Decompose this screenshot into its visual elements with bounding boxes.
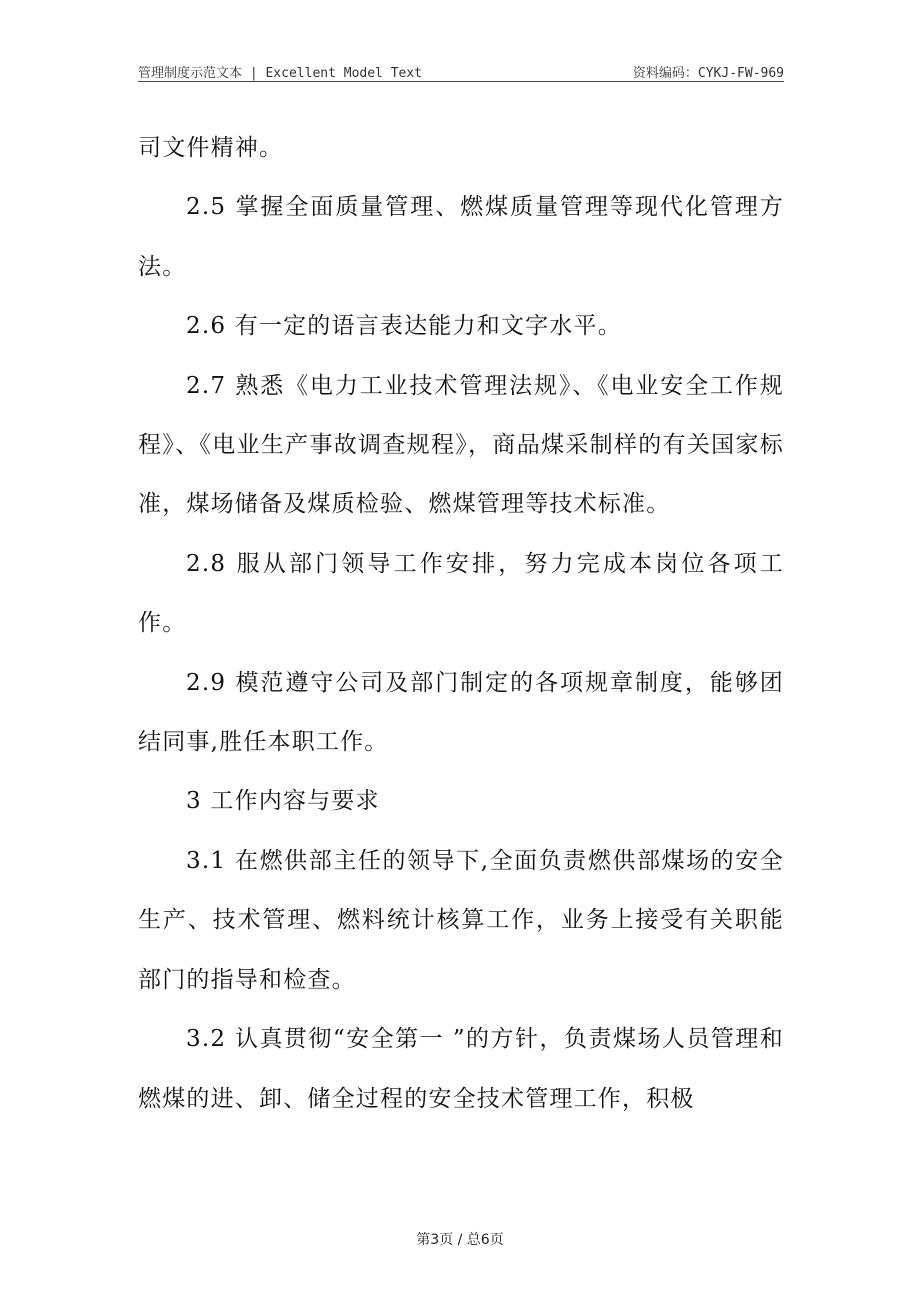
paragraph-2-8: 2.8 服从部门领导工作安排，努力完成本岗位各项工作。 [138,550,784,637]
document-body [138,119,784,1129]
paragraph-3-2: 3.2 认真贯彻“安全第一 ”的方针，负责煤场人员管理和燃煤的进、卸、储全过程的安全技术管理工作，积极 [138,1026,784,1112]
paragraph-2-6: 2.6 有一定的语言表达能力和文字水平。 [186,313,622,340]
paragraph-2-5: 2.5 掌握全面质量管理、燃煤质量管理等现代化管理方法。 [138,194,784,280]
paragraph-continuation: 司文件精神。 [138,135,284,161]
header-divider [138,81,784,82]
paragraph-3-1: 3.1 在燃供部主任的领导下,全面负责燃供部煤场的安全生产、技术管理、燃料统计核算工作，业务上接受有关职能部门的指导和检查。 [138,847,784,993]
document-code: 资料编码：CYKJ-FW-969 [632,66,784,81]
section-heading-3: 3 工作内容与要求 [186,788,380,815]
page-number: 第3页 / 总6页 [416,1232,504,1248]
paragraph-2-9: 2.9 模范遵守公司及部门制定的各项规章制度，能够团结同事,胜任本职工作。 [138,669,784,756]
header-title: 管理制度示范文本 | Excellent Model Text [138,66,423,81]
paragraph-2-7: 2.7 熟悉《电力工业技术管理法规》、《电业安全工作规程》、《电业生产事故调查规程》，商品煤采制样的有关国家标准，煤场储备及煤质检验、燃煤管理等技术标准。 [138,372,784,518]
page-header [138,60,784,82]
